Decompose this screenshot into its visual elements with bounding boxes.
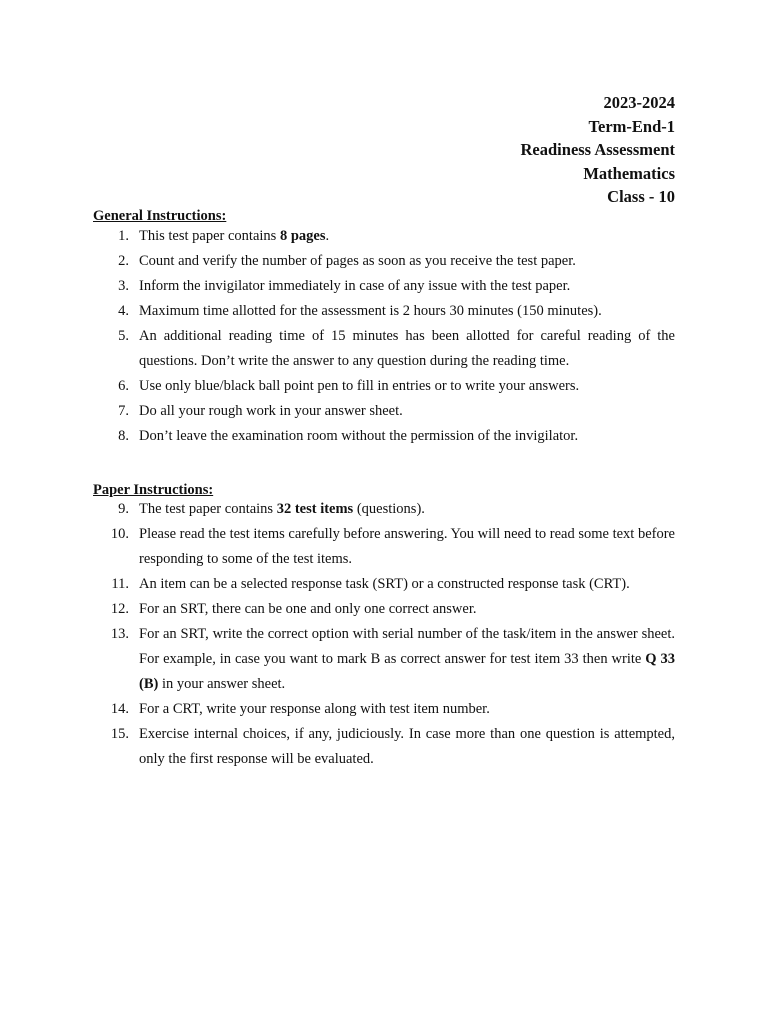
instruction-text: Count and verify the number of pages as soon as you receive the test paper. <box>139 253 576 269</box>
instruction-text: Do all your rough work in your answer sheet. <box>139 403 403 419</box>
instruction-text: An item can be a selected response task (SRT) or a constructed response task (CRT). <box>139 576 630 592</box>
document-header <box>521 91 675 209</box>
instruction-item <box>93 249 675 274</box>
instruction-number: 15. <box>110 726 129 742</box>
instruction-text-end: . <box>325 228 330 244</box>
instruction-text: For a CRT, write your response along with test item number. <box>139 701 490 717</box>
instruction-text: Inform the invigilator immediately in case of any issue with the test paper. <box>139 278 571 294</box>
instruction-item <box>93 697 675 722</box>
instruction-item <box>93 224 675 249</box>
instruction-item <box>93 497 675 522</box>
instruction-item <box>93 722 675 772</box>
instruction-item <box>93 374 675 399</box>
instruction-number: 1. <box>118 228 129 244</box>
instruction-number: 10. <box>110 526 129 542</box>
instruction-item <box>93 299 675 324</box>
instruction-number: 3. <box>118 278 129 294</box>
exam-year: 2023-2024 <box>603 93 675 112</box>
instruction-number: 2. <box>118 253 129 269</box>
instruction-text-end: in your answer sheet. <box>158 676 286 692</box>
instruction-text: An additional reading time of 15 minutes has been allotted for careful reading of the questions. Don’t write the answer to any question during the reading time. <box>139 328 675 369</box>
instruction-text: Maximum time allotted for the assessment is 2 hours 30 minutes (150 minutes). <box>139 303 602 319</box>
instruction-item <box>93 324 675 374</box>
instruction-item <box>93 522 675 572</box>
instruction-number: 14. <box>110 701 129 717</box>
paper-instructions-list <box>93 497 675 772</box>
instruction-item <box>93 399 675 424</box>
instruction-item <box>93 424 675 449</box>
instruction-number: 4. <box>118 303 129 319</box>
assessment-name: Readiness Assessment <box>520 140 675 160</box>
class-name: Class - 10 <box>607 187 675 207</box>
instruction-item <box>93 572 675 597</box>
instruction-number: 12. <box>110 601 129 617</box>
instruction-text: The test paper contains <box>139 501 277 517</box>
exam-term: Term-End-1 <box>588 116 675 136</box>
instruction-item <box>93 597 675 622</box>
instruction-text: Don’t leave the examination room without the permission of the invigilator. <box>139 428 579 444</box>
general-instructions-list <box>93 224 675 449</box>
instruction-number: 8. <box>118 428 129 444</box>
general-instructions-heading: General Instructions: <box>93 208 227 224</box>
instruction-item <box>93 622 675 697</box>
instruction-text: For an SRT, write the correct option with serial number of the task/item in the answer sheet. For example, in case you want to mark B as correct answer for test item 33 then write <box>139 626 675 667</box>
instruction-text-end: (questions). <box>353 501 425 517</box>
instruction-emphasis: Q 33 (B) <box>139 651 676 692</box>
instruction-text: This test paper contains <box>139 228 280 244</box>
instruction-text: Use only blue/black ball point pen to fill in entries or to write your answers. <box>139 378 580 394</box>
instruction-number: 7. <box>118 403 129 419</box>
instruction-number: 9. <box>118 501 129 517</box>
subject-name: Mathematics <box>583 163 675 183</box>
instruction-number: 13. <box>110 626 129 642</box>
instruction-number: 5. <box>118 328 129 344</box>
instruction-text: Exercise internal choices, if any, judiciously. In case more than one question is attempted, only the first response will be evaluated. <box>139 726 675 767</box>
instruction-number: 6. <box>118 378 129 394</box>
instruction-emphasis: 8 pages <box>279 228 326 244</box>
instruction-number: 11. <box>111 576 129 592</box>
instruction-item <box>93 274 675 299</box>
instruction-text: For an SRT, there can be one and only one correct answer. <box>139 601 477 617</box>
instruction-emphasis: 32 test items <box>276 501 354 517</box>
instruction-text: Please read the test items carefully before answering. You will need to read some text before responding to some of the test items. <box>139 526 675 567</box>
paper-instructions-heading: Paper Instructions: <box>93 482 214 498</box>
